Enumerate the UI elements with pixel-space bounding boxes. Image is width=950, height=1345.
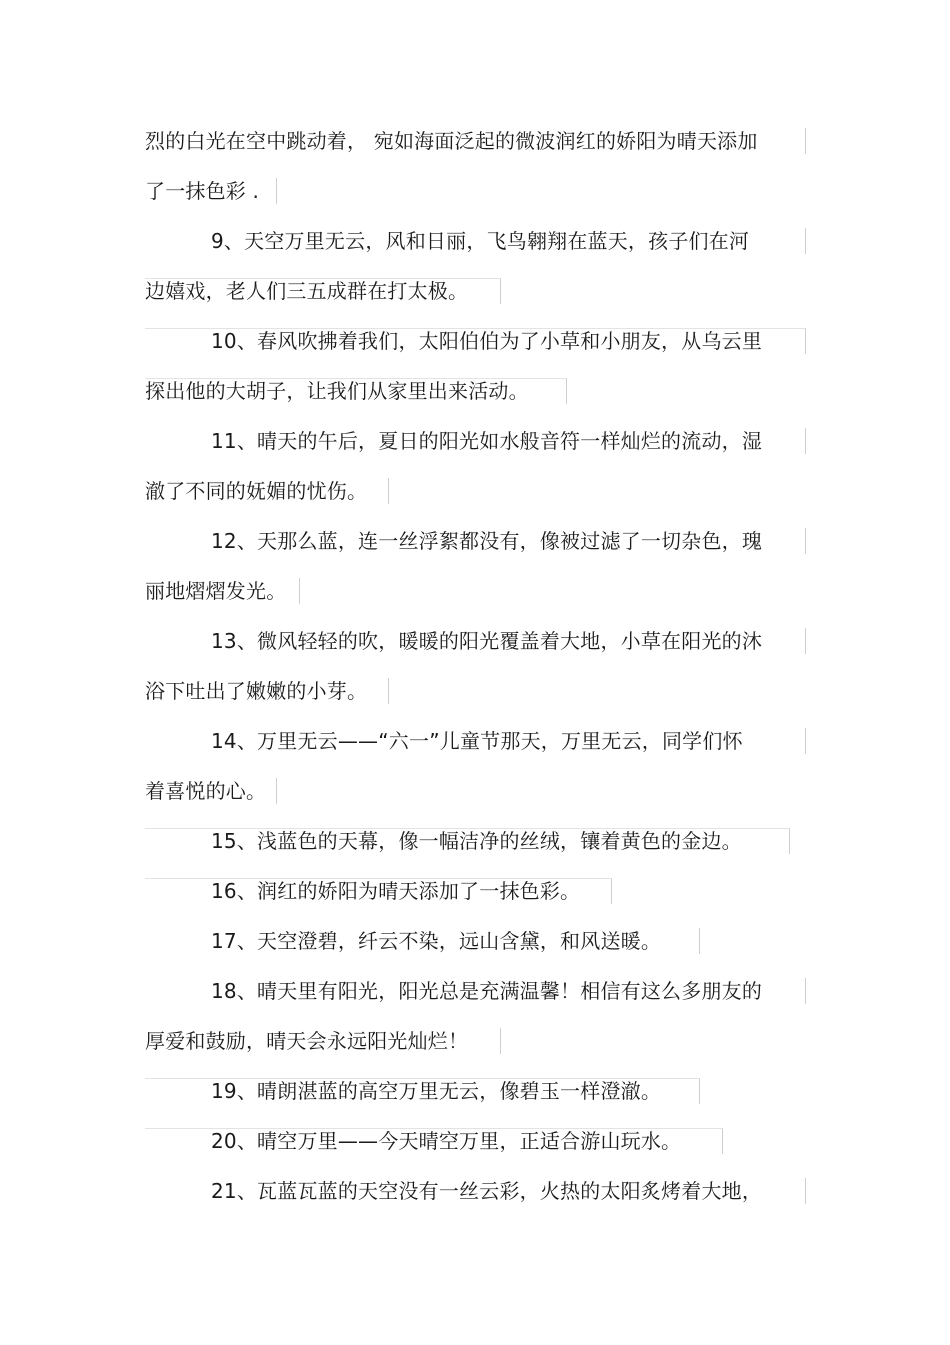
text-line: 烈的白光在空中跳动着， 宛如海面泛起的微波润红的娇阳为晴天添加	[145, 129, 758, 153]
text-line: 探出他的大胡子，让我们从家里出来活动。	[145, 379, 529, 403]
text-line: 10、春风吹拂着我们，太阳伯伯为了小草和小朋友，从乌云里	[211, 329, 763, 353]
text-line: 厚爱和鼓励，晴天会永远阳光灿烂！	[145, 1029, 469, 1053]
text-line: 澈了不同的妩媚的忧伤。	[145, 479, 368, 503]
text-line: 浴下吐出了嫩嫩的小芽。	[145, 679, 368, 703]
text-line: 丽地熠熠发光。	[145, 579, 287, 603]
text-line: 12、天那么蓝，连一丝浮絮都没有，像被过滤了一切杂色，瑰	[211, 529, 763, 553]
text-line: 15、浅蓝色的天幕，像一幅洁净的丝绒，镶着黄色的金边。	[211, 829, 742, 853]
text-line: 18、晴天里有阳光，阳光总是充满温馨！相信有这么多朋友的	[211, 979, 763, 1003]
text-line: 19、晴朗湛蓝的高空万里无云，像碧玉一样澄澈。	[211, 1079, 662, 1103]
text-line: 13、微风轻轻的吹，暖暖的阳光覆盖着大地，小草在阳光的沐	[211, 629, 763, 653]
text-line: 了一抹色彩 .	[145, 179, 260, 203]
text-line: 11、晴天的午后，夏日的阳光如水般音符一样灿烂的流动，湿	[211, 429, 763, 453]
text-line: 17、天空澄碧，纤云不染，远山含黛，和风送暖。	[211, 929, 662, 953]
text-line: 16、润红的娇阳为晴天添加了一抹色彩。	[211, 879, 581, 903]
text-line: 边嬉戏，老人们三五成群在打太极。	[145, 279, 469, 303]
text-line: 21、瓦蓝瓦蓝的天空没有一丝云彩，火热的太阳炙烤着大地，	[211, 1179, 763, 1203]
text-line: 20、晴空万里——今天晴空万里，正适合游山玩水。	[211, 1129, 682, 1153]
text-line: 14、万里无云——“六一”儿童节那天，万里无云，同学们怀	[211, 729, 743, 753]
text-line: 9、天空万里无云，风和日丽，飞鸟翱翔在蓝天，孩子们在河	[211, 229, 750, 253]
text-line: 着喜悦的心。	[145, 779, 267, 803]
